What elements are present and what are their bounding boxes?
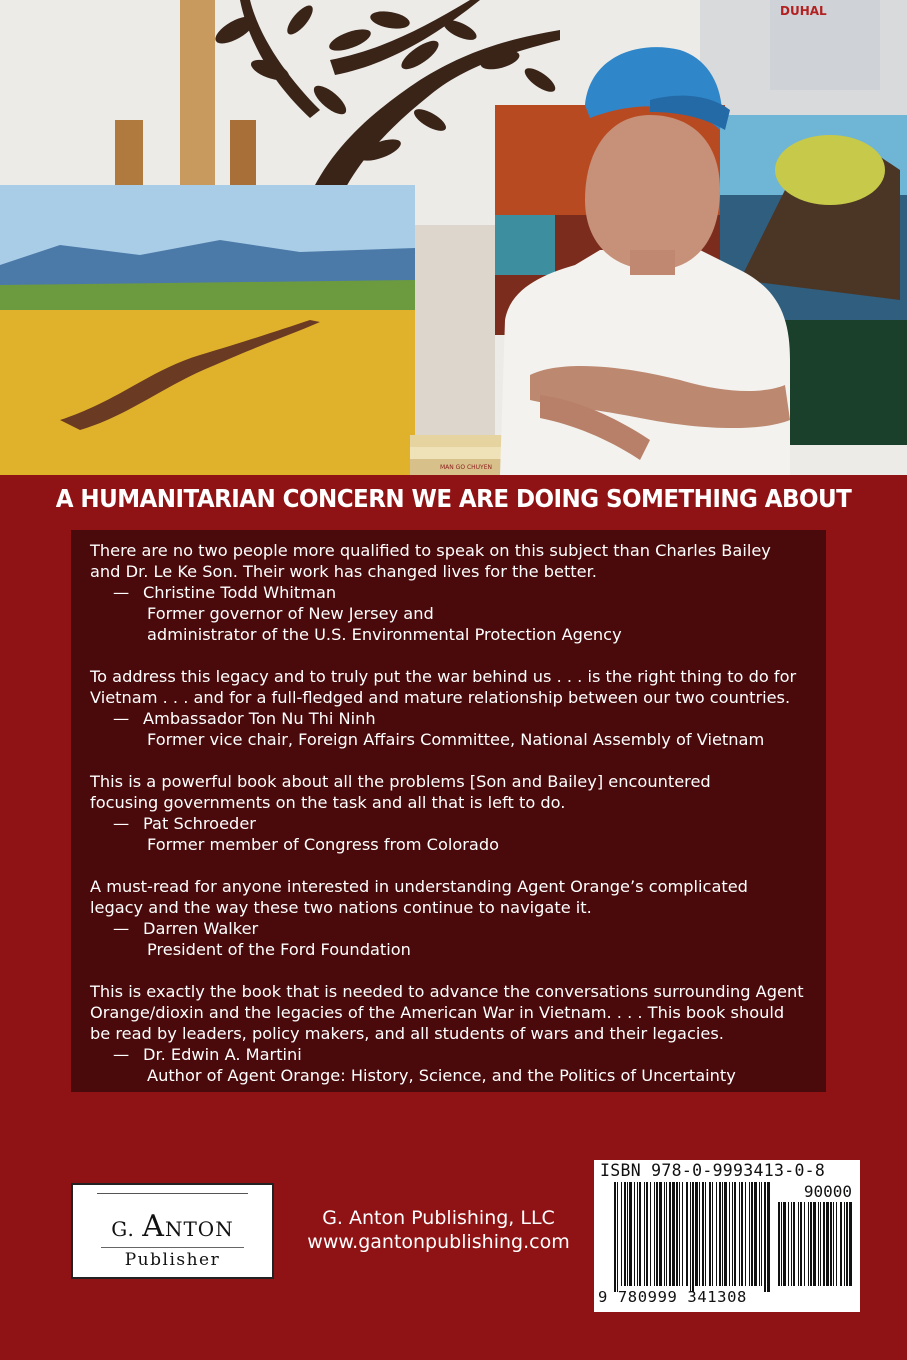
- barcode-bar: [724, 1182, 727, 1286]
- barcode-bar: [729, 1182, 730, 1286]
- publisher-name: G. Anton Publishing, LLC: [322, 1207, 555, 1229]
- barcode-bar: [695, 1182, 698, 1286]
- author-credit: Former vice chair, Foreign Affairs Committee, National Assembly of Vietnam: [147, 730, 765, 749]
- addon-bar: [823, 1202, 825, 1286]
- author-credit: Former member of Congress from Colorado: [147, 835, 500, 854]
- barcode-bar: [716, 1182, 717, 1286]
- quote-line: and Dr. Le Ke Son. Their work has changed lives for the better.: [90, 562, 597, 581]
- cover-photo: [0, 0, 907, 475]
- barcode-bar: [646, 1182, 648, 1286]
- author-credit: President of the Ford Foundation: [147, 940, 411, 959]
- logo-name-rest: NTON: [164, 1217, 234, 1241]
- barcode-bar: [764, 1182, 766, 1292]
- addon-bar: [818, 1202, 819, 1286]
- addon-bar: [804, 1202, 805, 1286]
- barcode-bar: [644, 1182, 645, 1286]
- addon-bar: [833, 1202, 834, 1286]
- logo-wordmark: [73, 1209, 272, 1244]
- barcode-bar: [682, 1182, 683, 1286]
- barcode-bar: [659, 1182, 662, 1286]
- barcode-bar: [739, 1182, 740, 1286]
- endorsement: [90, 876, 808, 960]
- addon-bar: [826, 1202, 829, 1286]
- barcode-bar: [761, 1182, 762, 1286]
- barcode-bar: [732, 1182, 733, 1286]
- addon-bar: [849, 1202, 852, 1286]
- author-credit: Former governor of New Jersey and: [147, 604, 434, 623]
- quote-line: To address this legacy and to truly put the war behind us . . . is the right thing to do for: [90, 667, 797, 686]
- publisher-logo: [71, 1183, 274, 1279]
- isbn-barcode: [594, 1160, 860, 1312]
- endorsement: [90, 981, 808, 1086]
- barcode-bar: [637, 1182, 638, 1286]
- author-credit: administrator of the U.S. Environmental Protection Agency: [147, 625, 622, 644]
- barcode-bar: [686, 1182, 688, 1286]
- barcode-bar: [745, 1182, 746, 1286]
- quote-author: [90, 1044, 808, 1065]
- quote-line: Vietnam . . . and for a full-fledged and mature relationship between our two countries.: [90, 688, 791, 707]
- quote-author: [90, 582, 808, 603]
- barcode-bar: [705, 1182, 706, 1286]
- em-dash: —: [113, 919, 130, 938]
- quote-author: [90, 708, 808, 729]
- barcode-bar: [656, 1182, 658, 1286]
- headline: A HUMANITARIAN CONCERN WE ARE DOING SOMETHING ABOUT: [55, 484, 852, 513]
- logo-name-cap: A: [142, 1209, 165, 1244]
- barcode-bar: [617, 1182, 618, 1292]
- endorsement: [90, 666, 808, 750]
- wall-sign-text: DUHAL: [780, 4, 827, 18]
- barcode-bar: [666, 1182, 667, 1286]
- endorsement: [90, 771, 808, 855]
- barcode-bar: [634, 1182, 635, 1286]
- barcode-bar: [712, 1182, 713, 1286]
- barcode-bar: [621, 1182, 622, 1286]
- barcode-bar: [654, 1182, 655, 1286]
- addon-bar: [778, 1202, 780, 1286]
- addon-bar: [820, 1202, 821, 1286]
- quote-line: A must-read for anyone interested in understanding Agent Orange’s complicated: [90, 877, 748, 896]
- barcode-bar: [627, 1182, 628, 1286]
- barcode-bar: [754, 1182, 757, 1286]
- addon-bar: [791, 1202, 792, 1286]
- addon-bar: [788, 1202, 789, 1286]
- barcode-bar: [650, 1182, 651, 1286]
- author-name: Pat Schroeder: [143, 814, 256, 833]
- em-dash: —: [113, 583, 130, 602]
- logo-rule: [97, 1193, 248, 1194]
- photo-illustration: [0, 0, 907, 475]
- quote-line: focusing governments on the task and all that is left to do.: [90, 793, 566, 812]
- author-name: Ambassador Ton Nu Thi Ninh: [143, 709, 376, 728]
- barcode-bar: [702, 1182, 704, 1286]
- addon-bar: [781, 1202, 782, 1286]
- quote-line: This is a powerful book about all the problems [Son and Bailey] encountered: [90, 772, 711, 791]
- barcode-bar: [624, 1182, 626, 1286]
- logo-subtitle: Publisher: [124, 1250, 221, 1270]
- em-dash: —: [113, 709, 130, 728]
- quote-line: There are no two people more qualified to speak on this subject than Charles Bailey: [90, 541, 771, 560]
- barcode-bar: [676, 1182, 678, 1286]
- logo-initial: G.: [111, 1217, 135, 1241]
- author-credit: Author of Agent Orange: History, Science, and the Politics of Uncertainty: [147, 1066, 736, 1085]
- publisher-url: www.gantonpublishing.com: [307, 1231, 570, 1253]
- barcode-bar: [709, 1182, 711, 1286]
- logo-rule: [101, 1247, 244, 1248]
- addon-bar: [846, 1202, 848, 1286]
- quote-line: legacy and the way these two nations continue to navigate it.: [90, 898, 592, 917]
- author-name: Darren Walker: [143, 919, 259, 938]
- quote-author: [90, 918, 808, 939]
- addon-bar: [836, 1202, 837, 1286]
- addon-bar: [813, 1202, 816, 1286]
- barcode-bar: [751, 1182, 753, 1286]
- addon-bar: [810, 1202, 812, 1286]
- barcode-bar: [639, 1182, 641, 1286]
- barcode-bar: [664, 1182, 665, 1286]
- addon-bar: [808, 1202, 809, 1286]
- barcode-bar: [741, 1182, 743, 1286]
- quote-line: Orange/dioxin and the legacies of the American War in Vietnam. . . . This book should: [90, 1003, 785, 1022]
- author-name: Christine Todd Whitman: [143, 583, 337, 602]
- em-dash: —: [113, 814, 130, 833]
- quote-line: be read by leaders, policy makers, and all students of wars and their legacies.: [90, 1024, 724, 1043]
- author-name: Dr. Edwin A. Martini: [143, 1045, 302, 1064]
- quote-author: [90, 813, 808, 834]
- barcode-bar: [669, 1182, 671, 1286]
- addon-bar: [798, 1202, 799, 1286]
- barcode-bar: [692, 1182, 694, 1292]
- barcode-bar: [734, 1182, 736, 1286]
- barcode-bar: [749, 1182, 750, 1286]
- barcode-bar: [690, 1182, 691, 1292]
- barcode-bar: [699, 1182, 700, 1286]
- barcode-digits: 9 780999 341308: [598, 1288, 747, 1306]
- addon-bar: [783, 1202, 786, 1286]
- barcode-bar: [767, 1182, 770, 1292]
- endorsement: [90, 540, 808, 645]
- barcode-bar: [614, 1182, 616, 1292]
- addon-bar: [793, 1202, 795, 1286]
- barcode-bar: [629, 1182, 632, 1286]
- addon-bar: [800, 1202, 802, 1286]
- addon-bar: [844, 1202, 845, 1286]
- isbn-text: ISBN 978-0-9993413-0-8: [600, 1161, 826, 1180]
- barcode-bar: [719, 1182, 721, 1286]
- quote-line: This is exactly the book that is needed to advance the conversations surrounding Agent: [90, 982, 804, 1001]
- barcode-bar: [679, 1182, 680, 1286]
- barcode-bar: [759, 1182, 760, 1286]
- em-dash: —: [113, 1045, 130, 1064]
- price-code: 90000: [803, 1182, 852, 1201]
- book-spine-text: MAN GO CHUYEN: [440, 464, 492, 471]
- barcode-bar: [672, 1182, 675, 1286]
- addon-bar: [830, 1202, 832, 1286]
- barcode-bar: [722, 1182, 723, 1286]
- endorsements-box: [71, 530, 826, 1092]
- publisher-info: [296, 1206, 581, 1254]
- addon-bar: [840, 1202, 842, 1286]
